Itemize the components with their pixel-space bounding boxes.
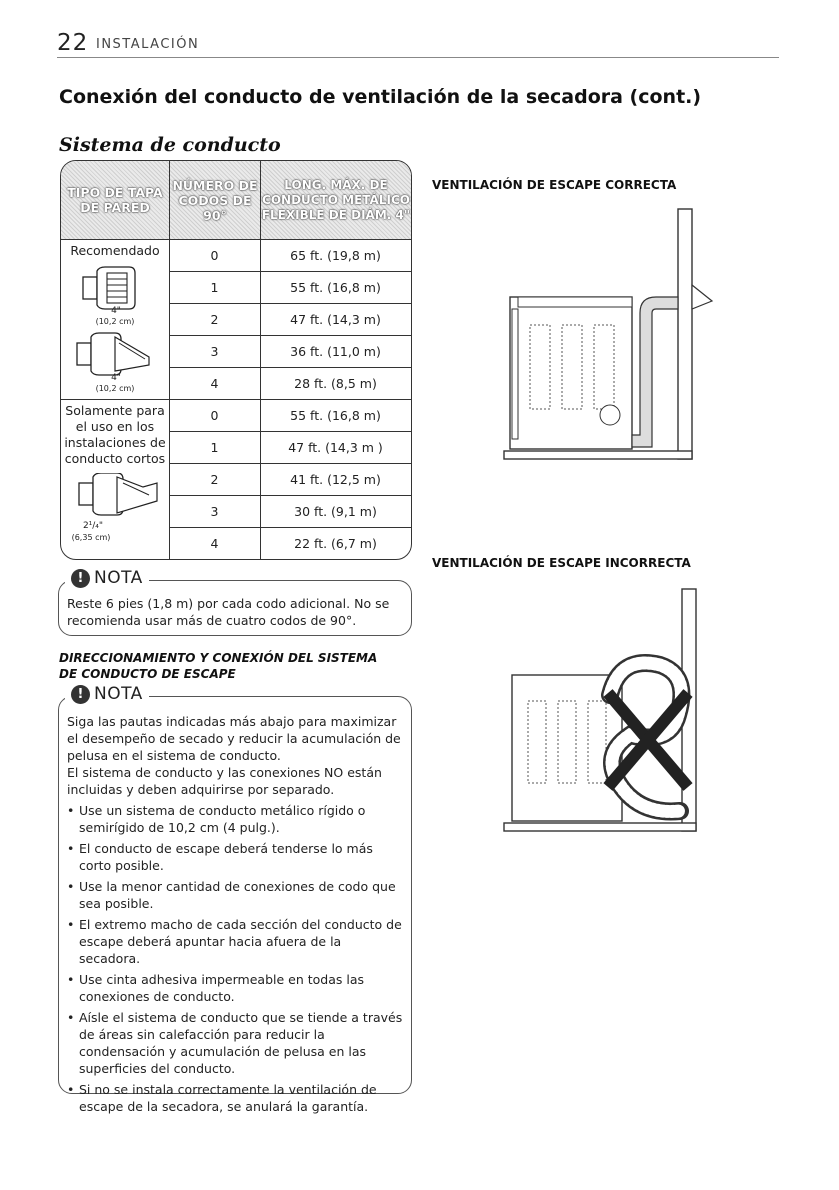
note-label: NOTA: [94, 684, 143, 704]
header-max-length: LONG. MÁX. DE CONDUCTO METÁLICO FLEXIBLE DE DIÁM. 4": [261, 161, 411, 239]
length-cell: 55 ft. (16,8 m): [290, 280, 381, 295]
list-item: • El conducto de escape deberá tenderse lo más corto posible.: [67, 840, 405, 874]
correct-vent-illustration: [500, 205, 730, 465]
note-paragraph: Siga las pautas indicadas más abajo para maximizar el desempeño de secado y reducir la acumulación de pelusa en el sistema de conducto.: [67, 714, 401, 763]
dim-label-3: 2¹/₄": [82, 521, 104, 531]
note-box-2: [58, 684, 412, 1114]
header-wall-cap: TIPO DE TAPA DE PARED: [61, 161, 169, 239]
note-text: Reste 6 pies (1,8 m) por cada codo adicional. No se recomienda usar más de cuatro codos de 90°.: [67, 596, 390, 628]
note-label: NOTA: [94, 568, 143, 588]
section-subtitle: Sistema de conducto: [59, 134, 281, 156]
group-short-duct-label: Solamente para el uso en los instalaciones de conducto cortos: [64, 403, 166, 466]
duct-length-table: [60, 160, 412, 560]
elbows-cell: 4: [210, 536, 219, 551]
elbows-cell: 3: [210, 504, 219, 519]
dim-label-1: 4": [111, 306, 121, 316]
list-item: • Aísle el sistema de conducto que se tiende a través de áreas sin calefacción para reducir la condensación y acumulación de pelusa en las superficies del conducto.: [67, 1009, 405, 1077]
length-cell: 28 ft. (8,5 m): [294, 376, 377, 391]
elbows-cell: 2: [210, 472, 219, 487]
elbows-cell: 1: [210, 280, 219, 295]
dim-metric-1: (10,2 cm): [95, 317, 135, 326]
page-title: Conexión del conducto de ventilación de la secadora (cont.): [59, 86, 702, 108]
length-cell: 47 ft. (14,3 m): [290, 312, 381, 327]
louvered-vent-cap-icon: [75, 331, 155, 379]
list-item: • Use un sistema de conducto metálico rígido o semirígido de 10,2 cm (4 pulg.).: [67, 802, 405, 836]
length-cell: 55 ft. (16,8 m): [290, 408, 381, 423]
dim-metric-3: (6,35 cm): [71, 533, 111, 542]
dim-label-2: 4": [111, 373, 121, 383]
incorrect-vent-illustration: [500, 585, 730, 835]
note-header: [65, 684, 149, 704]
length-cell: 36 ft. (11,0 m): [290, 344, 381, 359]
angled-vent-cap-icon: [77, 473, 163, 519]
elbows-cell: 3: [210, 344, 219, 359]
routing-section-title: DIRECCIONAMIENTO Y CONEXIÓN DEL SISTEMA DE CONDUCTO DE ESCAPE: [59, 651, 378, 681]
header-elbows: NÚMERO DE CODOS DE 90°: [170, 161, 260, 239]
list-item: • Use cinta adhesiva impermeable en todas las conexiones de conducto.: [67, 971, 405, 1005]
length-cell: 65 ft. (19,8 m): [290, 248, 381, 263]
header-divider: [57, 57, 779, 58]
dim-metric-2: (10,2 cm): [95, 384, 135, 393]
info-icon: !: [71, 685, 90, 704]
note-paragraph: El sistema de conducto y las conexiones NO están incluidas y deben adquirirse por separado.: [67, 765, 382, 797]
correct-vent-caption: VENTILACIÓN DE ESCAPE CORRECTA: [432, 178, 677, 192]
list-item: • Si no se instala correctamente la ventilación de escape de la secadora, se anulará la garantía.: [67, 1081, 405, 1115]
length-cell: 41 ft. (12,5 m): [290, 472, 381, 487]
elbows-cell: 2: [210, 312, 219, 327]
list-item: • El extremo macho de cada sección del conducto de escape deberá apuntar hacia afuera de la secadora.: [67, 916, 405, 967]
length-cell: 22 ft. (6,7 m): [294, 536, 377, 551]
incorrect-vent-caption: VENTILACIÓN DE ESCAPE INCORRECTA: [432, 556, 691, 570]
elbows-cell: 0: [210, 408, 219, 423]
note-header: [65, 568, 149, 588]
info-icon: !: [71, 569, 90, 588]
length-cell: 47 ft. (14,3 m ): [288, 440, 383, 455]
note-box-1: [58, 568, 412, 636]
elbows-cell: 0: [210, 248, 219, 263]
list-item: • Use la menor cantidad de conexiones de codo que sea posible.: [67, 878, 405, 912]
elbows-cell: 1: [210, 440, 219, 455]
section-name: INSTALACIÓN: [96, 37, 200, 52]
guideline-list: [67, 802, 405, 1115]
elbows-cell: 4: [210, 376, 219, 391]
length-cell: 30 ft. (9,1 m): [294, 504, 377, 519]
group-recommended-label: Recomendado: [70, 243, 160, 258]
page-number: 22: [57, 30, 89, 56]
